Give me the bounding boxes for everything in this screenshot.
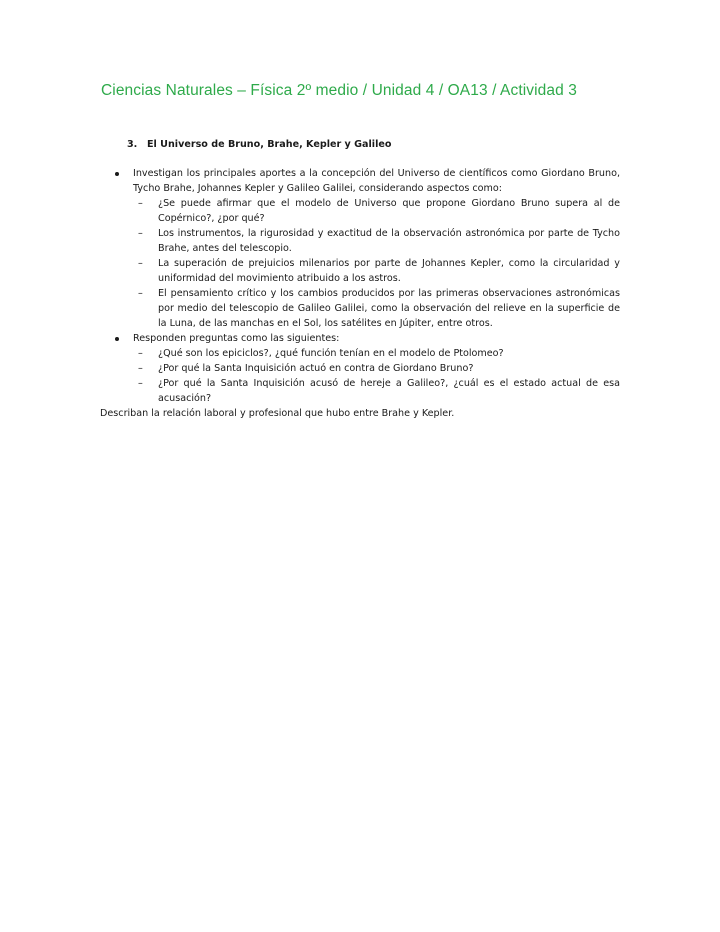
bullet-icon [115,172,119,176]
dash-item [133,226,620,256]
dash-item-text: Los instrumentos, la rigurosidad y exactitud de la observación astronómica por parte de Tycho Brahe, antes del telescopio. [158,228,620,254]
dash-icon: – [138,288,143,299]
page-header-title: Ciencias Naturales – Física 2º medio / Unidad 4 / OA13 / Actividad 3 [101,82,577,99]
dash-item-text: ¿Por qué la Santa Inquisición acusó de hereje a Galileo?, ¿cuál es el estado actual de esa acusación? [158,378,620,404]
dash-item-text: La superación de prejuicios milenarios por parte de Johannes Kepler, como la circularidad y uniformidad del movimiento atribuido a los astros. [158,258,620,284]
section-number: 3. [127,139,138,150]
bullet-list [100,166,620,406]
bullet-item-responden [100,331,620,406]
dash-item [133,361,620,376]
dash-item-text: ¿Se puede afirmar que el modelo de Universo que propone Giordano Bruno supera al de Copérnico?, ¿por qué? [158,198,620,224]
bullet-text: Responden preguntas como las siguientes: [133,333,340,344]
section-heading [127,139,391,150]
bullet-icon [115,337,119,341]
closing-paragraph: Describan la relación laboral y profesional que hubo entre Brahe y Kepler. [100,408,455,419]
bullet-text: Investigan los principales aportes a la concepción del Universo de científicos como Giordano Bruno, Tycho Brahe, Johannes Kepler y Galileo Galilei, considerando aspectos como: [133,168,620,194]
dash-icon: – [138,228,143,239]
dash-icon: – [138,198,143,209]
dash-icon: – [138,258,143,269]
dash-list [133,346,620,406]
dash-icon: – [138,378,143,389]
dash-item-text: ¿Qué son los epiciclos?, ¿qué función tenían en el modelo de Ptolomeo? [158,348,504,359]
dash-item [133,196,620,226]
dash-icon: – [138,363,143,374]
activity-body [100,166,620,421]
dash-list [133,196,620,331]
dash-item [133,346,620,361]
dash-item-text: ¿Por qué la Santa Inquisición actuó en contra de Giordano Bruno? [158,363,474,374]
dash-item [133,376,620,406]
dash-item-text: El pensamiento crítico y los cambios producidos por las primeras observaciones astronómicas por medio del telescopio de Galileo Galilei, como la observación del relieve en la superficie de la Luna, de las manchas en el Sol, los satélites en Júpiter, entre otros. [158,288,620,329]
bullet-item-investigan [100,166,620,331]
dash-item [133,286,620,331]
section-title: El Universo de Bruno, Brahe, Kepler y Galileo [147,139,392,150]
dash-icon: – [138,348,143,359]
dash-item [133,256,620,286]
